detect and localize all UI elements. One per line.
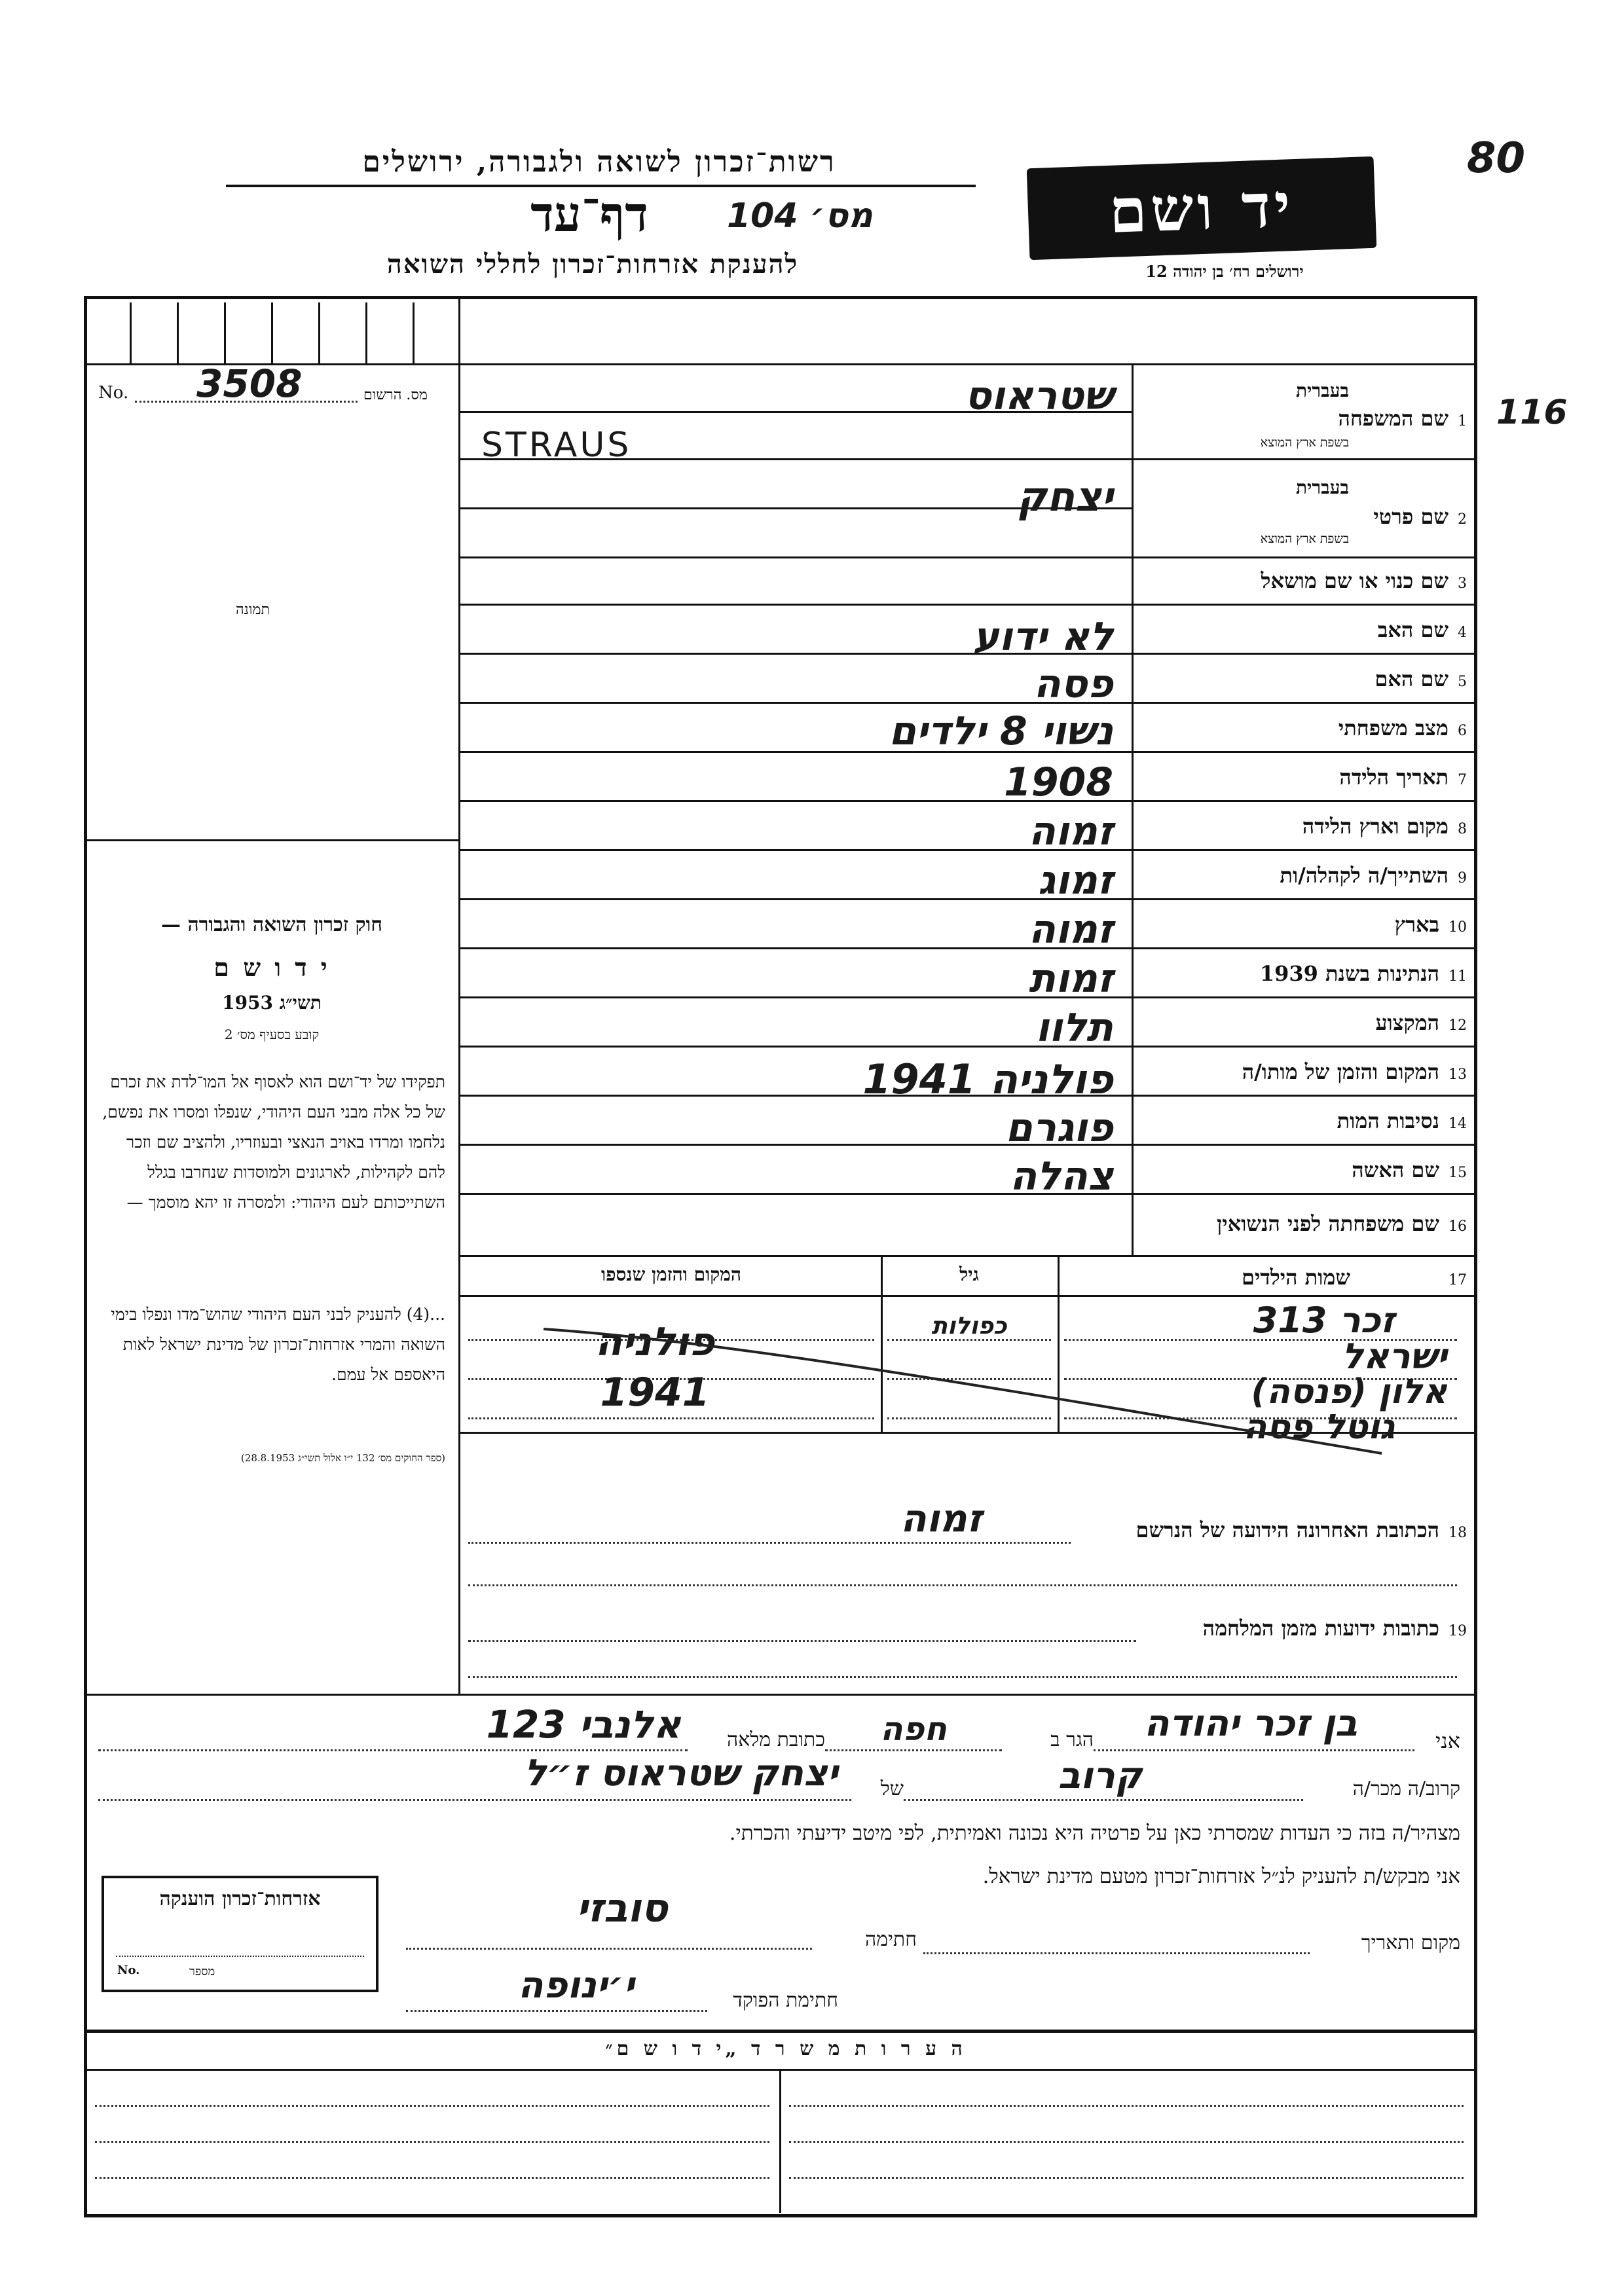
yad-vashem-logo [1027,156,1377,260]
field-7-value: 1908 [1004,759,1113,805]
registration-number: 3508 [196,361,303,406]
child-name-2: ישראל [1342,1336,1447,1377]
field-11-value: זמות [1028,956,1113,1002]
field-8-value: זמוה [1028,809,1113,854]
field-1-label: 1שם המשפחה [1338,406,1467,431]
field-9-value: זמוג [1038,858,1113,903]
logo-text: יד ושם [1107,170,1296,247]
field-18-label: 18הכתובת האחרונה הידועה של הנרשם [1135,1518,1467,1542]
field-2-sub-origin: בשפת ארץ המוצא [1260,532,1349,546]
field-6-value: נשוי 8 ילדים [889,708,1113,754]
field-14-label: 14נסיבות המות [1337,1108,1467,1133]
field-2-value-hebrew: יצחק [1017,473,1113,520]
children-header: 17שמות הילדים [1242,1265,1467,1290]
page-number: 80 [1467,134,1526,183]
field-16-label: 16שם משפחתה לפני הנשואין [1217,1211,1467,1236]
field-13-label: 13המקום והזמן של מותו/ה [1242,1059,1467,1084]
field-12-value: תלוו [1035,1005,1113,1051]
field-7-label: 7תאריך הלידה [1339,765,1467,790]
field-11-label: 11הנתינות בשנת 1939 [1259,961,1467,986]
children-place-header: המקום והזמן שנספו [601,1264,741,1285]
office-notes-title: ה ע ר ו ת מ ש ר ד „י ד ו ש ם״ [605,2037,967,2060]
relation-value: קרוב [1058,1755,1143,1797]
declarant-full-address: אלנבי 123 [486,1702,681,1747]
field-5-value: פסה [1033,661,1113,707]
form-title: דף־עד [530,187,648,243]
signature-label: חתימה [865,1928,917,1951]
full-address-label: כתובת מלאה [727,1728,825,1751]
field-5-label: 5שם האם [1375,666,1467,691]
law-year: תשי״ג 1953 [222,992,322,1013]
declaration-prefix: אני [1435,1728,1460,1753]
field-13-value: פולניה 1941 [862,1055,1113,1103]
field-10-label: 10בארץ [1394,912,1467,937]
officer-label: חתימת הפוקד [733,1989,838,2012]
field-14-value: פוגרם [1005,1105,1113,1151]
field-8-label: 8מקום וארץ הלידה [1302,814,1467,839]
field-6-label: 6מצב משפחתי [1338,716,1467,740]
logo-address: ירושלים רח׳ בן יהודה 12 [1145,262,1304,281]
children-place-value: פולניה [595,1319,715,1365]
field-1-sub-origin: בשפת ארץ המוצא [1260,435,1349,450]
of-label: של [880,1777,904,1800]
stamp-box [101,1876,378,1992]
child-name-4: גוטל פסה [1243,1408,1395,1447]
margin-note: 116 [1496,393,1568,432]
signature-value: סובזי [576,1886,668,1931]
stamp-no-label: No. [117,1963,140,1977]
law-text-2: ...(4) להעניק לבני העם היהודי שהוש־מדו ונפלו בימי השואה והמרי אזרחות־זכרון של מדינת ישראל לאות היאספם אל עמם. [111,1305,445,1384]
resides-label: הגר ב [1050,1728,1094,1751]
declarant-city: חפה [880,1710,947,1748]
field-18-value: זמוה [900,1496,982,1540]
children-age-header: גיל [959,1264,979,1285]
law-text-1: תפקידו של יד־ושם הוא לאסוף אל המו־לדת את זכרם של כל אלה מבני העם היהודי, שנפלו ומסרו את נפשם, נלחמו ומרדו באויב הנאצי ובעוזריו, ולהציב שם וזכר להם לקהילות, לארגונים ולמוסדות שנחרבו בגלל השתייכותם לעם היהודי: ולמסרה זו יהא מוסמך — [102,1072,445,1212]
law-source: (ספר החוקים מס׳ 132 י״ו אלול תשי״ג 28.8.1953) [240,1452,445,1464]
strike-through-line [537,1322,1388,1460]
field-3-label: 3שם כנוי או שם מושאל [1261,568,1467,593]
field-2-sub-hebrew: בעברית [1295,477,1349,498]
relation-label: קרוב/ה מכר/ה [1352,1777,1460,1800]
field-15-label: 15שם האשה [1352,1157,1467,1182]
officer-signature: י׳ינופה [518,1964,635,2007]
authority-name: רשות־זכרון לשואה ולגבורה, ירושלים [362,145,836,179]
deceased-name: יצחק שטראוס ז״ל [524,1752,838,1795]
field-12-label: 12המקצוע [1375,1010,1467,1035]
field-19-label: 19כתובות ידועות מזמן המלחמה [1202,1616,1467,1641]
field-4-value: לא ידוע [972,614,1113,660]
registration-number-label: מס. הרשום [363,387,428,403]
children-age-value: כפולות [931,1313,1007,1339]
child-name-1: זכר 313 [1253,1300,1395,1341]
no-label: No. [98,383,129,403]
law-org: י ד ו ש ם [213,953,330,982]
children-year-value: 1941 [600,1370,710,1415]
field-2-label: 2שם פרטי [1373,504,1467,529]
field-1-value-hebrew: שטראוס [965,373,1113,419]
declarant-name: בן זכר יהודה [1144,1702,1357,1745]
field-15-value: צהלה [1010,1154,1113,1199]
child-name-3: אלון (פנסה) [1251,1372,1447,1412]
request-text: אני מבקש/ת להעניק לנ״ל אזרחות־זכרון מטעם מדינת ישראל. [982,1865,1460,1888]
field-10-value: זמוה [1028,907,1113,953]
field-4-label: 4שם האב [1377,617,1467,642]
place-date-label: מקום ותאריך [1361,1931,1460,1954]
field-1-sub-hebrew: בעברית [1295,380,1349,401]
field-9-label: 9השתייך/ה לקהלה/ות [1280,863,1467,888]
stamp-number-label: מספר [189,1965,215,1978]
stamp-title: אזרחות־זכרון הוענקה [159,1887,321,1910]
field-1-value-origin: STRAUS [481,426,632,465]
form-subtitle: להענקת אזרחות־זכרון לחללי השואה [386,249,799,280]
photo-label: תמונה [236,602,270,618]
law-clause: קובע בסעיף מס׳ 2 [224,1027,320,1042]
declaration-text: מצהיר/ה בזה כי העדות שמסרתי כאן על פרטיה היא נכונה ואמיתית, לפי מיטב ידיעתי והכרתי. [729,1821,1460,1845]
law-title: חוק זכרון השואה והגבורה — [161,913,382,936]
form-handwritten-number: מס׳ 104 [727,196,873,236]
